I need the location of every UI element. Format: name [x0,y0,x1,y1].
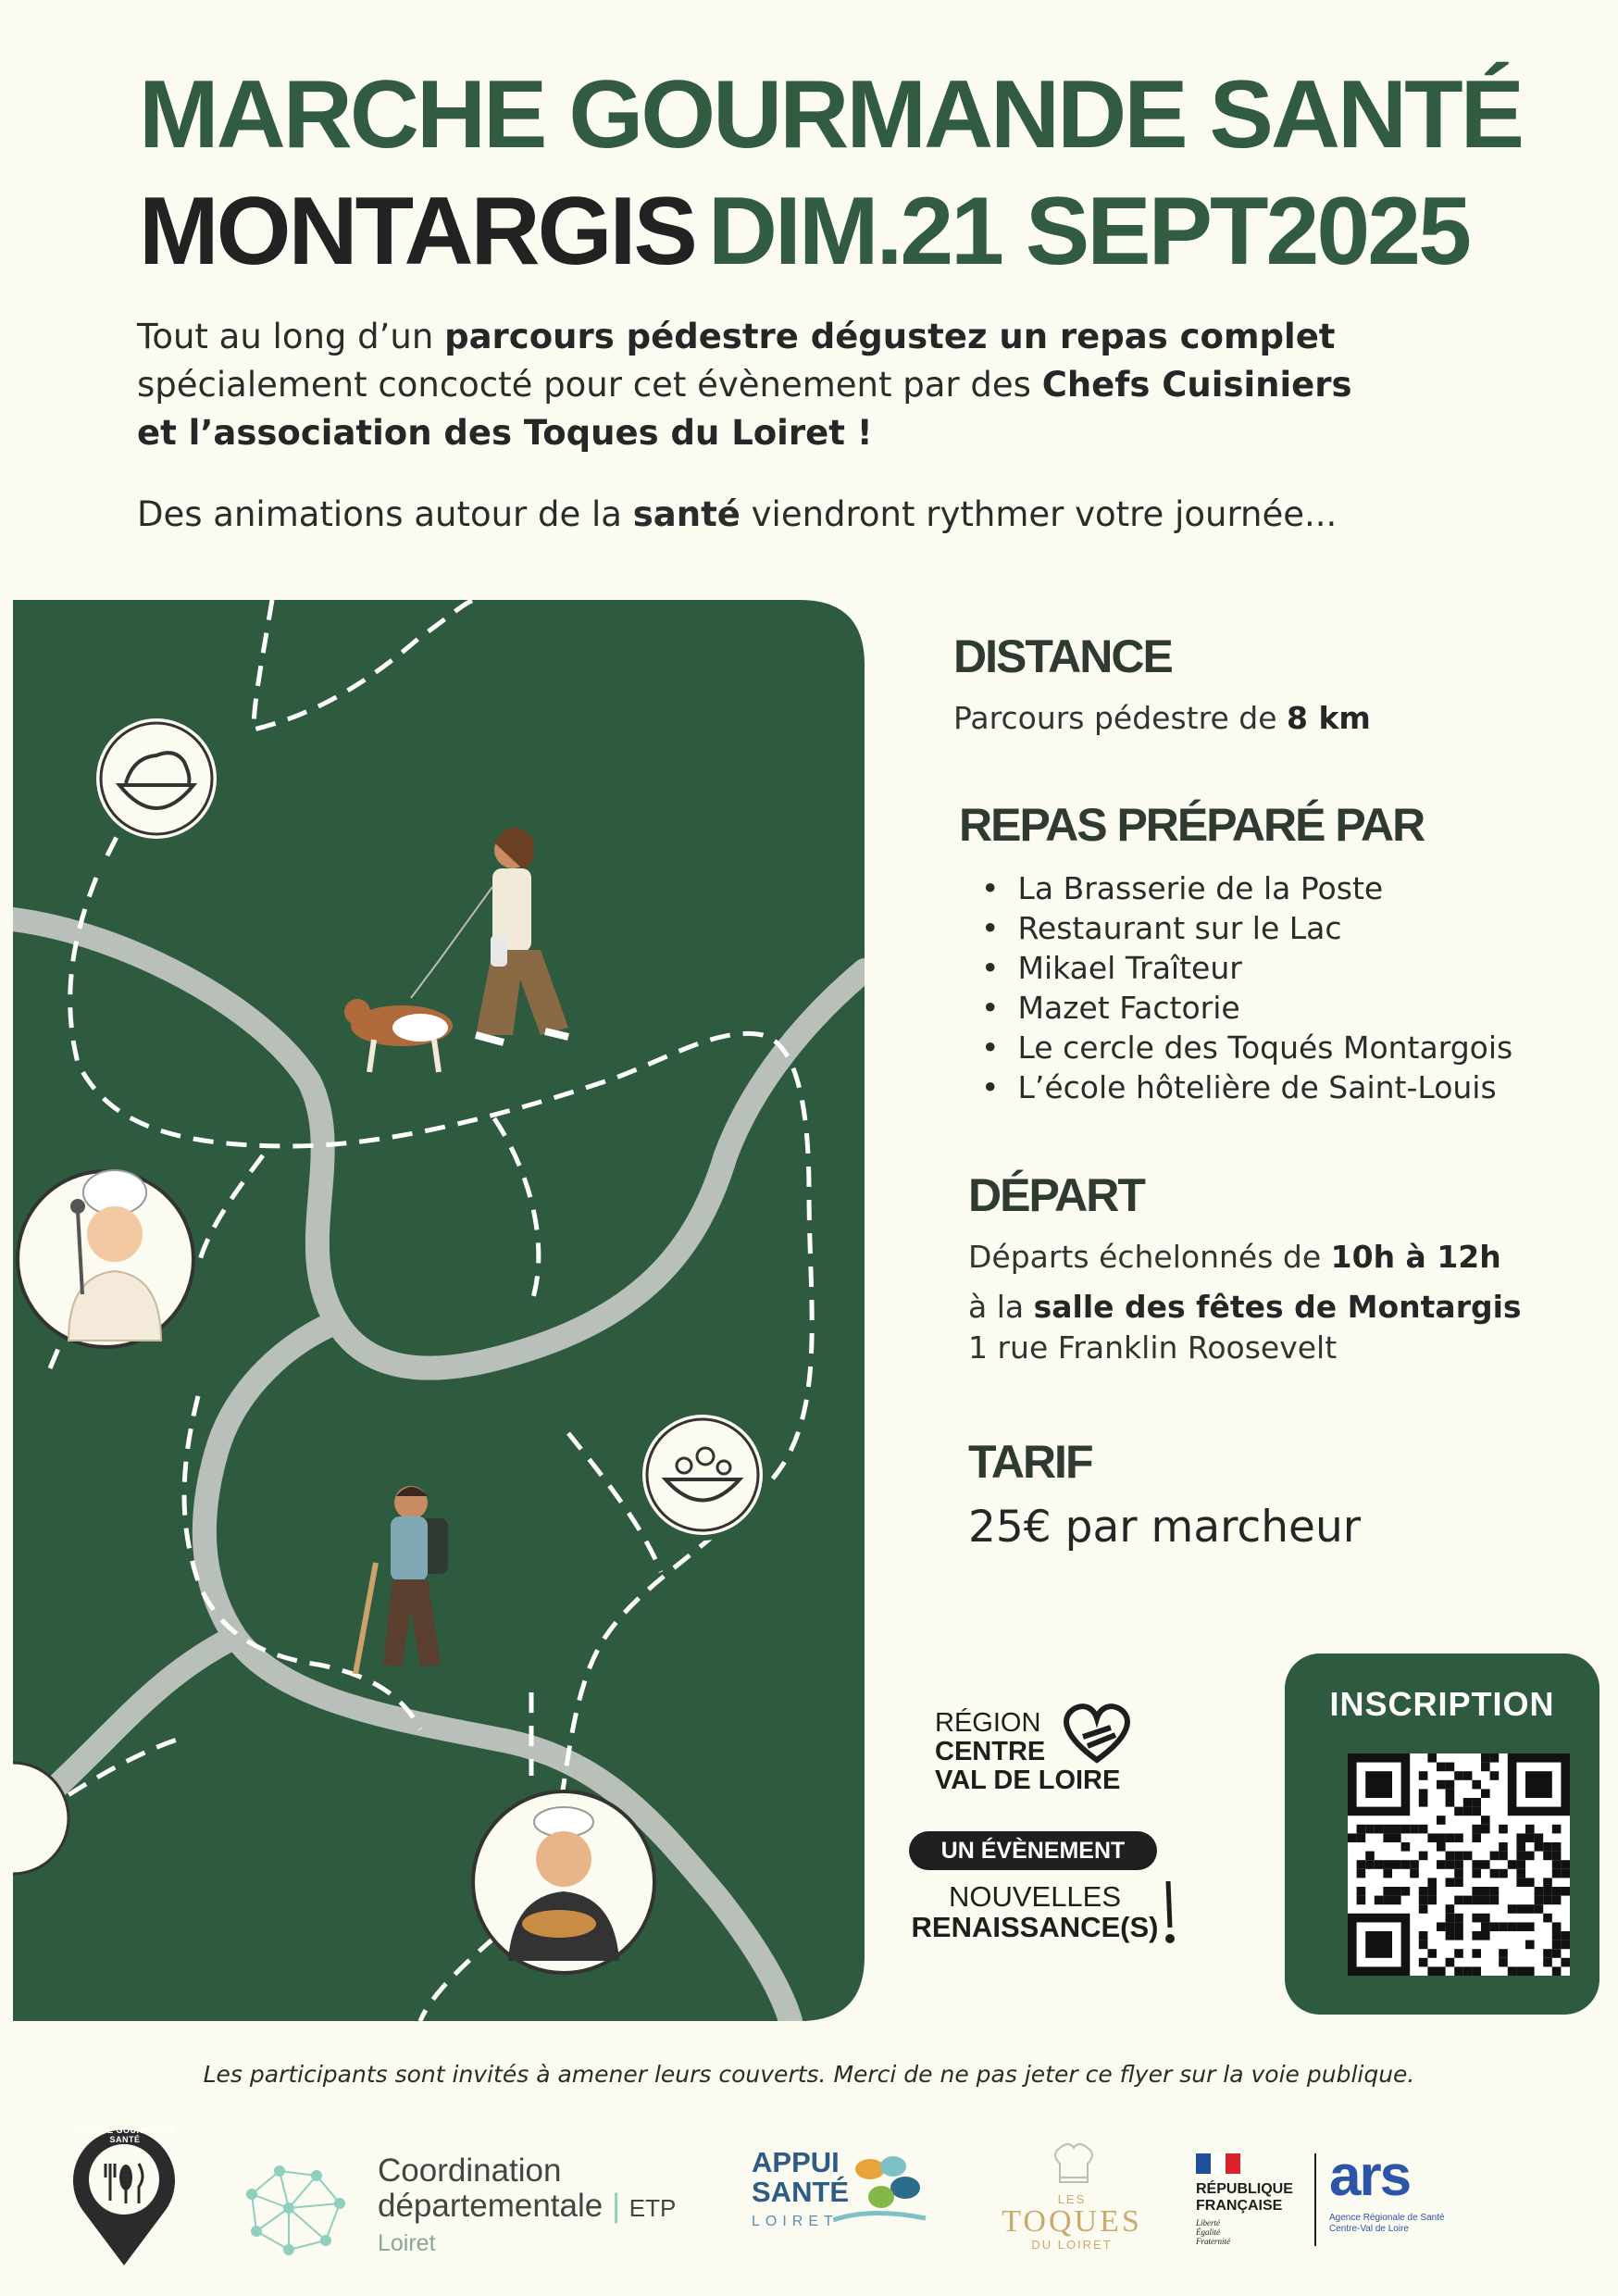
ars-sub: Agence Régionale de Santé [1329,2213,1445,2223]
logo-divider [1314,2153,1316,2246]
coordination-line: départementale [378,2188,604,2224]
toques-logo-text [979,2192,1164,2252]
mgs-logo-text: MARCHE GOURMANDE SANTÉ [74,2126,176,2144]
animations-paragraph [137,491,1507,539]
title-line-2 [139,178,1481,285]
distance-label: Parcours pédestre de [953,700,1287,736]
coordination-line: Coordination [378,2152,562,2189]
appui-flower-icon [833,2146,935,2229]
renaissance-logo [905,1881,1164,1942]
appui-line: LOIRET [752,2214,839,2229]
anim-text: Des animations autour de la [137,494,633,534]
inscription-label: INSCRIPTION [1329,1685,1555,1723]
depart-text: à la [968,1289,1034,1325]
marianne-flag-icon [1196,2153,1240,2174]
depart-hours: 10h à 12h [1330,1239,1501,1275]
depart-line-1 [968,1239,1501,1275]
rf-line: RÉPUBLIQUE [1196,2181,1293,2197]
chef-list-item: • Mazet Factorie [981,988,1512,1028]
depart-address: 1 rue Franklin Roosevelt [968,1329,1338,1366]
region-line: VAL DE LOIRE [935,1766,1121,1795]
toques-main: TOQUES [1002,2204,1142,2239]
distance-text [953,700,1371,736]
chef-list-item: • L’école hôtelière de Saint-Louis [981,1067,1512,1107]
chef-avatar-icon [18,1170,193,1347]
renaissance-line: RENAISSANCE(S) [911,1911,1159,1943]
inscription-box[interactable] [1285,1653,1599,2015]
distance-value: 8 km [1287,700,1371,736]
intro-bold: parcours pédestre dégustez un repas complet [444,317,1336,356]
toques-sub: DU LOIRET [1031,2238,1113,2252]
intro-text: spécialement concocté pour cet évènement par des [137,365,1042,405]
intro-bold: Chefs Cuisiniers [1041,365,1352,405]
coordination-loiret: Loiret [378,2230,436,2256]
depart-venue: salle des fêtes de Montargis [1033,1289,1522,1325]
rf-motto: Liberté [1196,2218,1220,2227]
anim-text: viendront rythmer votre journée... [740,494,1338,534]
title-city: MONTARGIS [139,178,695,285]
ars-sub: Centre-Val de Loire [1329,2224,1409,2234]
salad-bowl-icon [640,1412,765,1538]
chefs-list [981,868,1512,1107]
route-map-illustration [13,600,865,2021]
toques-les: LES [1057,2192,1087,2206]
repas-heading: REPAS PRÉPARÉ PAR [959,799,1425,851]
ars-logo-text: ars [1329,2144,1411,2208]
cook-avatar-icon [473,1791,654,1973]
appui-line: APPUI [752,2146,840,2178]
title-line-1: MARCHE GOURMANDE SANTÉ [139,61,1522,168]
region-line: CENTRE [935,1737,1046,1766]
region-heart-icon [1055,1700,1139,1765]
marche-gourmande-sante-logo [59,2122,189,2270]
ars-logo [1329,2144,1411,2208]
intro-paragraph [137,313,1507,457]
ars-subtitle [1329,2213,1445,2235]
rf-motto: Fraternité [1196,2237,1230,2246]
chef-list-item: • La Brasserie de la Poste [981,868,1512,908]
rf-motto: Égalité [1196,2227,1220,2237]
republique-logo-text [1196,2181,1293,2246]
anim-bold: santé [632,494,741,534]
distance-heading: DISTANCE [953,630,1172,682]
intro-bold: et l’association des Toques du Loiret ! [137,413,873,453]
depart-text: Départs échelonnés de [968,1239,1331,1275]
coordination-logo-text: Coordination départementale | ETP Loiret [378,2153,676,2261]
renaissance-line: NOUVELLES [948,1880,1122,1913]
tarif-value: 25€ par marcheur [968,1502,1362,1553]
coordination-etp: ETP [629,2194,677,2222]
tarif-heading: TARIF [968,1436,1092,1488]
title-date: DIM.21 SEPT2025 [707,178,1469,285]
footnote: Les participants sont invités à amener leurs couverts. Merci de ne pas jeter ce flyer sur la voie publique. [203,2061,1415,2088]
rf-line: FRANÇAISE [1196,2198,1283,2214]
exclamation-icon [1159,1879,1177,1946]
depart-heading: DÉPART [968,1169,1144,1221]
chef-list-item: • Restaurant sur le Lac [981,908,1512,948]
chef-list-item: • Mikael Traîteur [981,948,1512,988]
event-badge: UN ÉVÈNEMENT [909,1831,1157,1870]
appui-line: SANTÉ [752,2176,850,2208]
intro-text: Tout au long d’un [137,317,445,356]
qr-code-icon[interactable] [1348,1753,1570,1976]
coordination-network-icon [233,2157,354,2259]
depart-line-2 [968,1289,1522,1325]
chef-list-item: • Le cercle des Toqués Montargois [981,1028,1512,1067]
toque-hat-icon [1046,2140,1101,2196]
dessert-bowl-icon [93,716,219,842]
region-line: RÉGION [935,1708,1041,1738]
